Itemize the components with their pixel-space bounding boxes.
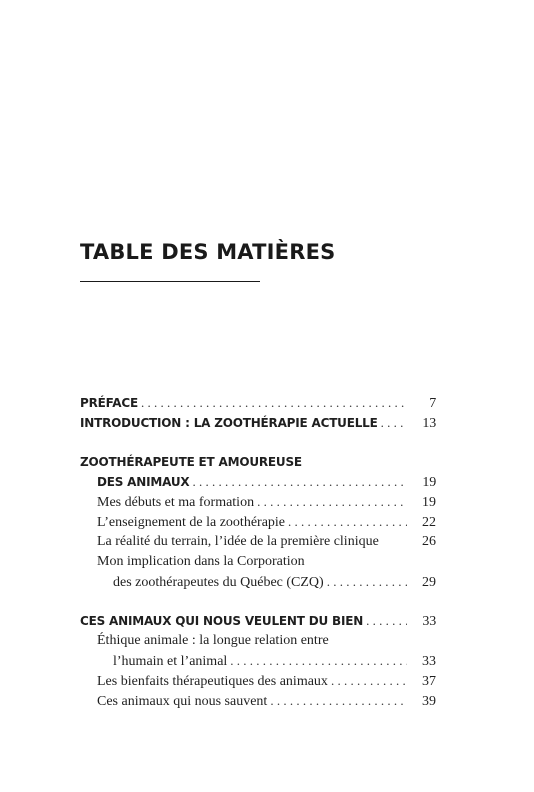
toc-entry-section[interactable] — [80, 492, 436, 512]
toc-entry-title: Ces animaux qui nous sauvent — [97, 694, 268, 709]
dot-leader — [270, 691, 407, 711]
toc-entry-section-line1[interactable]: Éthique animale : la longue relation entre — [97, 633, 329, 648]
dot-leader — [230, 651, 407, 671]
table-of-contents — [80, 393, 436, 711]
toc-entry-title: des zoothérapeutes du Québec (CZQ) — [113, 575, 324, 590]
dot-leader — [366, 611, 407, 631]
toc-entry-title: CES ANIMAUX QUI NOUS VEULENT DU BIEN — [80, 614, 364, 628]
toc-page-number: 26 — [422, 534, 436, 549]
toc-entry-introduction[interactable] — [80, 413, 436, 433]
toc-entry-title: La réalité du terrain, l’idée de la première clinique — [97, 534, 379, 549]
toc-chapter-1-title-line1[interactable]: ZOOTHÉRAPEUTE ET AMOUREUSE — [80, 455, 302, 469]
toc-page-number: 33 — [422, 614, 436, 629]
dot-leader — [331, 671, 407, 691]
toc-page-number: 33 — [422, 654, 436, 669]
dot-leader — [381, 413, 407, 433]
toc-page-number: 29 — [422, 575, 436, 590]
toc-page-number: 37 — [422, 674, 436, 689]
toc-entry-section-line1[interactable]: Mon implication dans la Corporation — [97, 554, 305, 569]
dot-leader — [141, 393, 407, 413]
toc-page-number: 22 — [422, 515, 436, 530]
toc-entry-section[interactable] — [80, 572, 436, 592]
toc-entry-section[interactable] — [80, 651, 436, 671]
toc-entry-preface[interactable] — [80, 393, 436, 413]
dot-leader — [288, 512, 407, 532]
page-title: TABLE DES MATIÈRES — [80, 240, 336, 265]
toc-entry-chapter-1[interactable] — [80, 472, 436, 492]
toc-entry-title: L’enseignement de la zoothérapie — [97, 515, 286, 530]
toc-entry-title: Mes débuts et ma formation — [97, 495, 255, 510]
toc-entry-title: Les bienfaits thérapeutiques des animaux — [97, 674, 328, 689]
toc-entry-chapter-2[interactable] — [80, 611, 436, 631]
toc-entry-title: DES ANIMAUX — [97, 475, 190, 489]
dot-leader — [327, 572, 407, 592]
toc-page-number: 19 — [422, 495, 436, 510]
dot-leader — [192, 472, 407, 492]
toc-entry-title: l’humain et l’animal — [113, 654, 228, 669]
toc-page-number: 13 — [422, 416, 436, 431]
toc-page-number: 39 — [422, 694, 436, 709]
toc-page-number: 7 — [429, 396, 436, 411]
toc-entry-section[interactable] — [80, 691, 436, 711]
toc-page-number: 19 — [422, 475, 436, 490]
toc-entry-title: PRÉFACE — [80, 396, 138, 410]
toc-entry-title: INTRODUCTION : LA ZOOTHÉRAPIE ACTUELLE — [80, 416, 378, 430]
toc-entry-section[interactable] — [80, 671, 436, 691]
toc-entry-section[interactable] — [80, 512, 436, 532]
title-underline — [80, 281, 260, 282]
toc-entry-section[interactable] — [80, 532, 436, 552]
dot-leader — [257, 492, 407, 512]
